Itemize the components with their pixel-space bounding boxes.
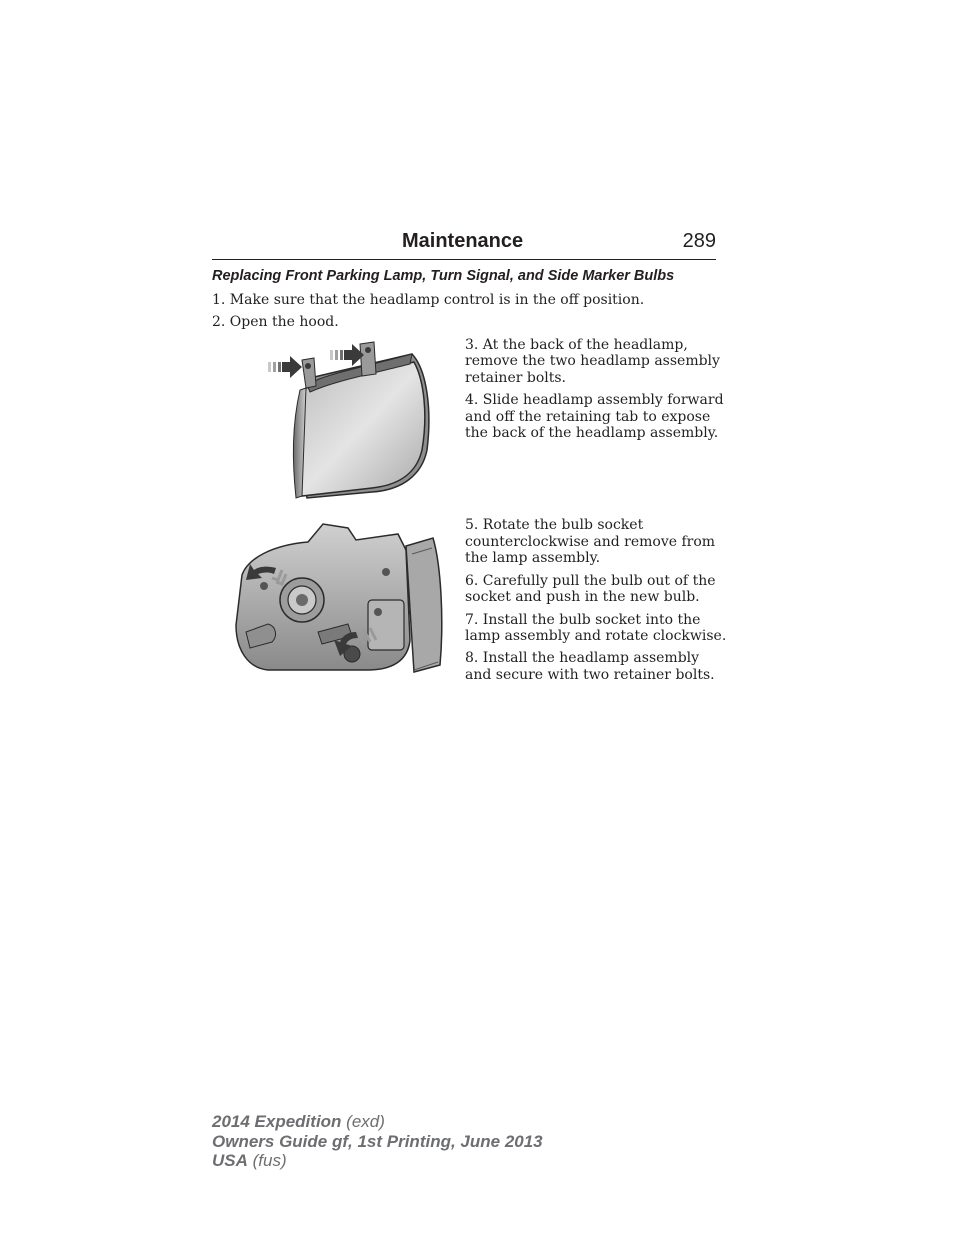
step-2: 2. Open the hood. xyxy=(212,314,339,330)
footer-line xyxy=(212,1112,543,1132)
step-3-line: 3. At the back of the headlamp, xyxy=(465,337,688,353)
step-3-line: remove the two headlamp assembly xyxy=(465,353,720,369)
page-footer xyxy=(212,1112,543,1171)
step-5-line: the lamp assembly. xyxy=(465,550,601,566)
footer-line xyxy=(212,1151,543,1171)
headlamp-assembly-illustration xyxy=(262,340,437,502)
step-8-line: 8. Install the headlamp assembly xyxy=(465,650,700,666)
arrow-icon xyxy=(330,344,364,366)
page-header xyxy=(212,229,716,260)
step-1: 1. Make sure that the headlamp control is in the off position. xyxy=(212,292,645,308)
step-6-line: 6. Carefully pull the bulb out of the xyxy=(465,573,716,589)
step-4-line: 4. Slide headlamp assembly forward xyxy=(465,392,724,408)
step-7-line: 7. Install the bulb socket into the xyxy=(465,612,701,628)
step-7-line: lamp assembly and rotate clockwise. xyxy=(465,628,727,644)
headlamp-back-illustration xyxy=(228,520,446,676)
footer-model-code: (exd) xyxy=(346,1112,385,1131)
footer-model: 2014 Expedition xyxy=(212,1112,342,1131)
step-8-line: and secure with two retainer bolts. xyxy=(465,667,715,683)
arrow-icon xyxy=(268,356,302,378)
subheading: Replacing Front Parking Lamp, Turn Signal, and Side Marker Bulbs xyxy=(212,268,675,284)
step-5-line: 5. Rotate the bulb socket xyxy=(465,517,644,533)
footer-line xyxy=(212,1132,543,1152)
step-3-line: retainer bolts. xyxy=(465,370,567,386)
section-title: Maintenance xyxy=(402,230,524,252)
footer-market-code: (fus) xyxy=(252,1151,287,1170)
step-4-line: the back of the headlamp assembly. xyxy=(465,425,719,441)
step-5-line: counterclockwise and remove from xyxy=(465,534,716,550)
page-number: 289 xyxy=(682,230,716,252)
step-6-line: socket and push in the new bulb. xyxy=(465,589,700,605)
step-4-line: and off the retaining tab to expose xyxy=(465,409,711,425)
footer-market: USA xyxy=(212,1151,248,1170)
footer-printing: Owners Guide gf, 1st Printing, June 2013 xyxy=(212,1131,543,1151)
